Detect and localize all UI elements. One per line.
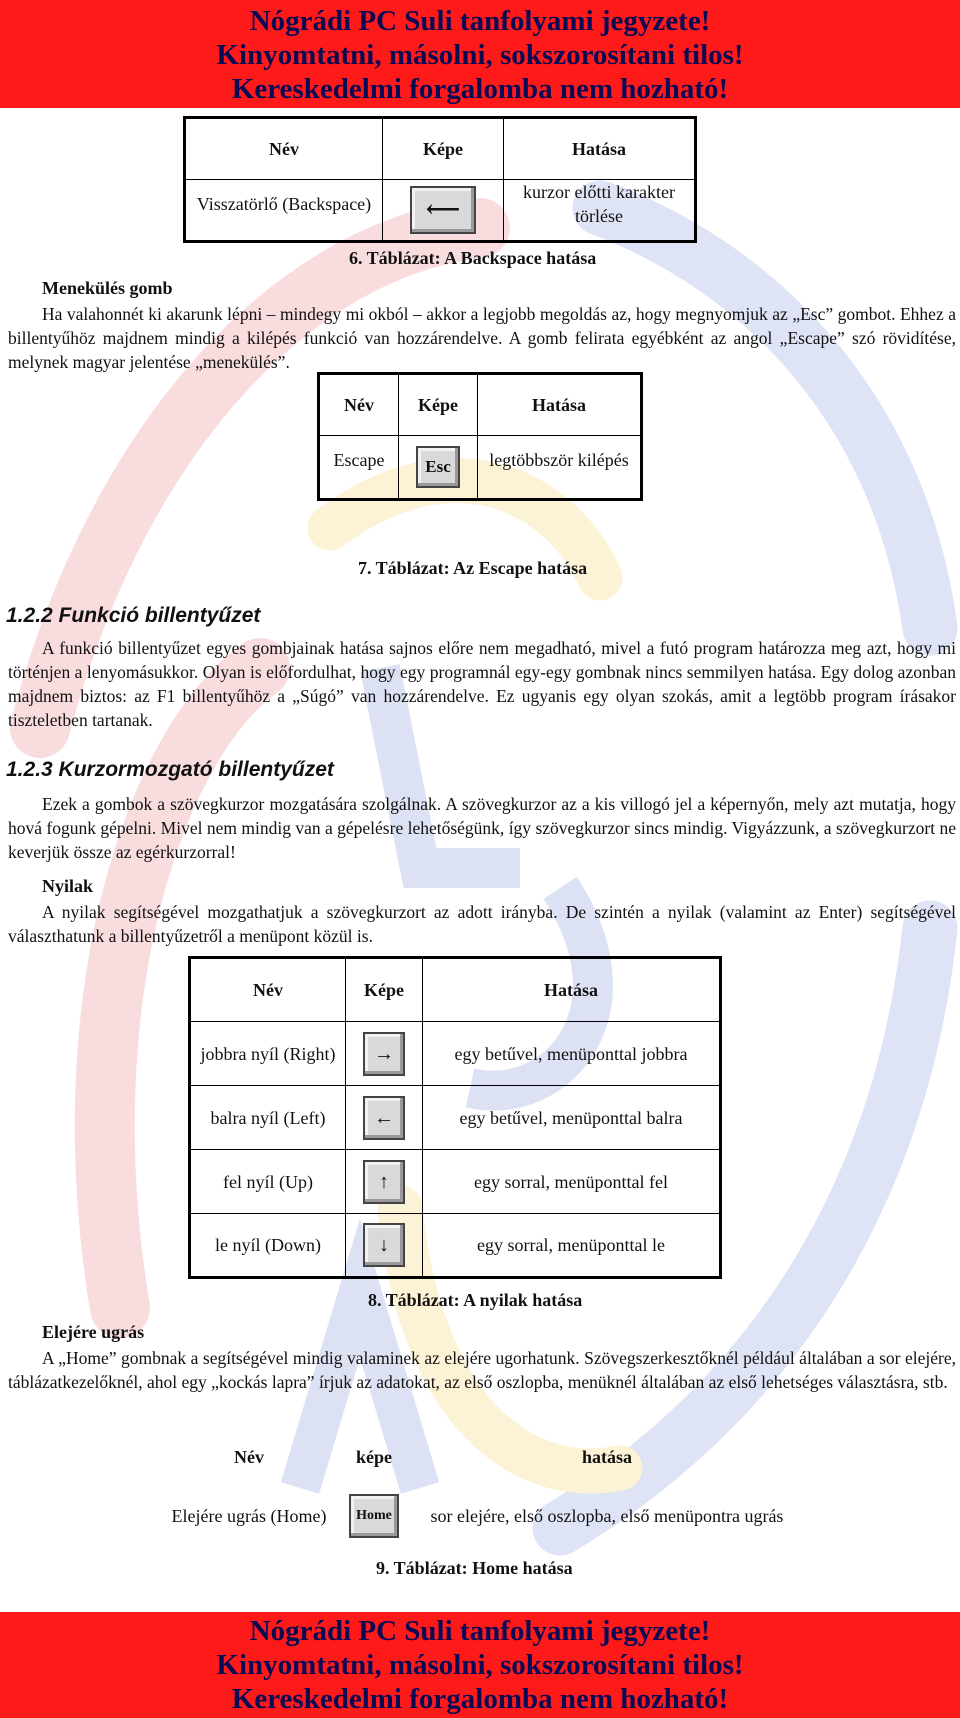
arrow-effect: egy betűvel, menüponttal balra: [423, 1086, 721, 1150]
home-table: [162, 1428, 802, 1546]
header-effect: Hatása: [423, 958, 721, 1022]
header-name: Név: [234, 1447, 264, 1467]
escape-key-cell: [399, 436, 478, 500]
arrow-effect: egy sorral, menüponttal fel: [423, 1150, 721, 1214]
backspace-key-icon: ⟵: [410, 186, 476, 234]
arrow-name: jobbra nyíl (Right): [190, 1022, 346, 1086]
nyilak-text: A nyilak segítségével mozgathatjuk a szövegkurzort az adott irányba. De szintén a nyilak (valamint az Enter) segítségével választhatunk a billentyűzetről a menüpont közül is.: [8, 902, 956, 946]
arrow-up-icon: ↑: [363, 1160, 405, 1204]
elejere-heading: Elejére ugrás: [42, 1322, 145, 1342]
arrow-key-cell: [346, 1150, 423, 1214]
home-name: Elejére ugrás (Home): [171, 1506, 327, 1526]
table6-caption: 6. Táblázat: A Backspace hatása: [349, 248, 597, 268]
arrow-key-cell: [346, 1214, 423, 1278]
header-effect: Hatása: [478, 374, 642, 436]
banner-line-2: Kinyomtatni, másolni, sokszorosítani tilos!: [216, 39, 744, 71]
banner-line-1: Nógrádi PC Suli tanfolyami jegyzete!: [249, 5, 711, 37]
header-image: Képe: [399, 374, 478, 436]
section-1-2-2-title: 1.2.2 Funkció billentyűzet: [6, 604, 261, 627]
arrow-row-up: [190, 1150, 721, 1214]
home-key-cell: [336, 1486, 412, 1546]
header-name: Név: [319, 374, 399, 436]
arrow-name: fel nyíl (Up): [190, 1150, 346, 1214]
arrow-row-down: [190, 1214, 721, 1278]
arrow-row-right: [190, 1022, 721, 1086]
banner-line-3: Kereskedelmi forgalomba nem hozható!: [231, 1683, 729, 1715]
banner-line-1: Nógrádi PC Suli tanfolyami jegyzete!: [249, 1615, 711, 1647]
menekules-text: Ha valahonnét ki akarunk lépni – mindegy mi okból – akkor a legjobb megoldás az, hogy megnyomjuk az „Esc” gombot. Ehhez a billentyűhöz majdnem mindig a kilépés funkció van hozzárendelve. A gomb felirata egyébként az angol „Escape” szó rövidítése, melynek magyar jelentése „menekülés”.: [8, 304, 956, 372]
table8-caption: 8. Táblázat: A nyilak hatása: [368, 1290, 583, 1310]
top-banner: [0, 0, 960, 108]
home-key-icon: Home: [349, 1494, 399, 1538]
esc-key-icon: Esc: [416, 446, 460, 488]
header-effect: Hatása: [504, 118, 696, 180]
section-1-2-2-text: A funkció billentyűzet egyes gombjainak hatása sajnos előre nem megadható, mivel a futó program határozza meg azt, hogy mi történjen a lenyomásukkor. Olyan is előfordulhat, hogy egy programnál egy-egy gombnak nincs semmilyen hatása. Egy dolog azonban majdnem biztos: az F1 billentyűhöz a „Súgó” van hozzárendelve. Ez ugyanis egy olyan szokás, amit a legtöbb program írásakor tiszteletben tartanak.: [8, 638, 956, 730]
table9-caption: 9. Táblázat: Home hatása: [376, 1558, 573, 1578]
arrow-name: balra nyíl (Left): [190, 1086, 346, 1150]
arrow-effect: egy sorral, menüponttal le: [423, 1214, 721, 1278]
table7-caption: 7. Táblázat: Az Escape hatása: [358, 558, 588, 578]
nyilak-heading: Nyilak: [42, 876, 94, 896]
arrow-left-icon: ←: [363, 1096, 405, 1140]
arrow-effect: egy betűvel, menüponttal jobbra: [423, 1022, 721, 1086]
section-1-2-3-title: 1.2.3 Kurzormozgató billentyűzet: [6, 758, 334, 781]
section-1-2-3-text: Ezek a gombok a szövegkurzor mozgatására szolgálnak. A szövegkurzor az a kis villogó jel a képernyőn, mely azt mutatja, hogy hová fogunk gépelni. Mivel nem mindig van a gépelésre lehetőségünk, így szövegkurzor sincs mindig. Vigyázzunk, a szövegkurzort ne keverjük össze az egérkurzorral!: [8, 794, 956, 862]
header-image: Képe: [383, 118, 504, 180]
escape-table: [317, 372, 643, 501]
header-image: Képe: [346, 958, 423, 1022]
arrow-right-icon: →: [363, 1032, 405, 1076]
banner-line-2: Kinyomtatni, másolni, sokszorosítani tilos!: [216, 1649, 744, 1681]
bottom-banner: [0, 1612, 960, 1718]
banner-line-3: Kereskedelmi forgalomba nem hozható!: [231, 73, 729, 105]
escape-name: Escape: [319, 436, 399, 500]
elejere-text: A „Home” gombnak a segítségével mindig valaminek az elejére ugorhatunk. Szövegszerkesztőknél például általában a sor elejére, táblázatkezelőknél, ahol egy „kockás lapra” írjuk az adatokat, az első oszlopba, menüknél általában az első lehetséges választásra, stb.: [8, 1348, 956, 1392]
menekules-heading: Menekülés gomb: [42, 278, 173, 298]
backspace-key-cell: [383, 180, 504, 242]
home-effect: sor elejére, első oszlopba, első menüpontra ugrás: [430, 1506, 784, 1526]
backspace-table: [183, 116, 697, 243]
arrow-key-cell: [346, 1086, 423, 1150]
backspace-name: Visszatörlő (Backspace): [185, 180, 383, 242]
backspace-effect: kurzor előtti karakter törlése: [504, 180, 696, 242]
header-image: képe: [356, 1447, 392, 1467]
arrow-down-icon: ↓: [363, 1223, 405, 1267]
escape-effect: legtöbbször kilépés: [478, 436, 642, 500]
header-name: Név: [185, 118, 383, 180]
arrows-table: [188, 956, 722, 1279]
arrow-name: le nyíl (Down): [190, 1214, 346, 1278]
arrow-key-cell: [346, 1022, 423, 1086]
header-effect: hatása: [581, 1447, 632, 1467]
header-name: Név: [190, 958, 346, 1022]
arrow-row-left: [190, 1086, 721, 1150]
